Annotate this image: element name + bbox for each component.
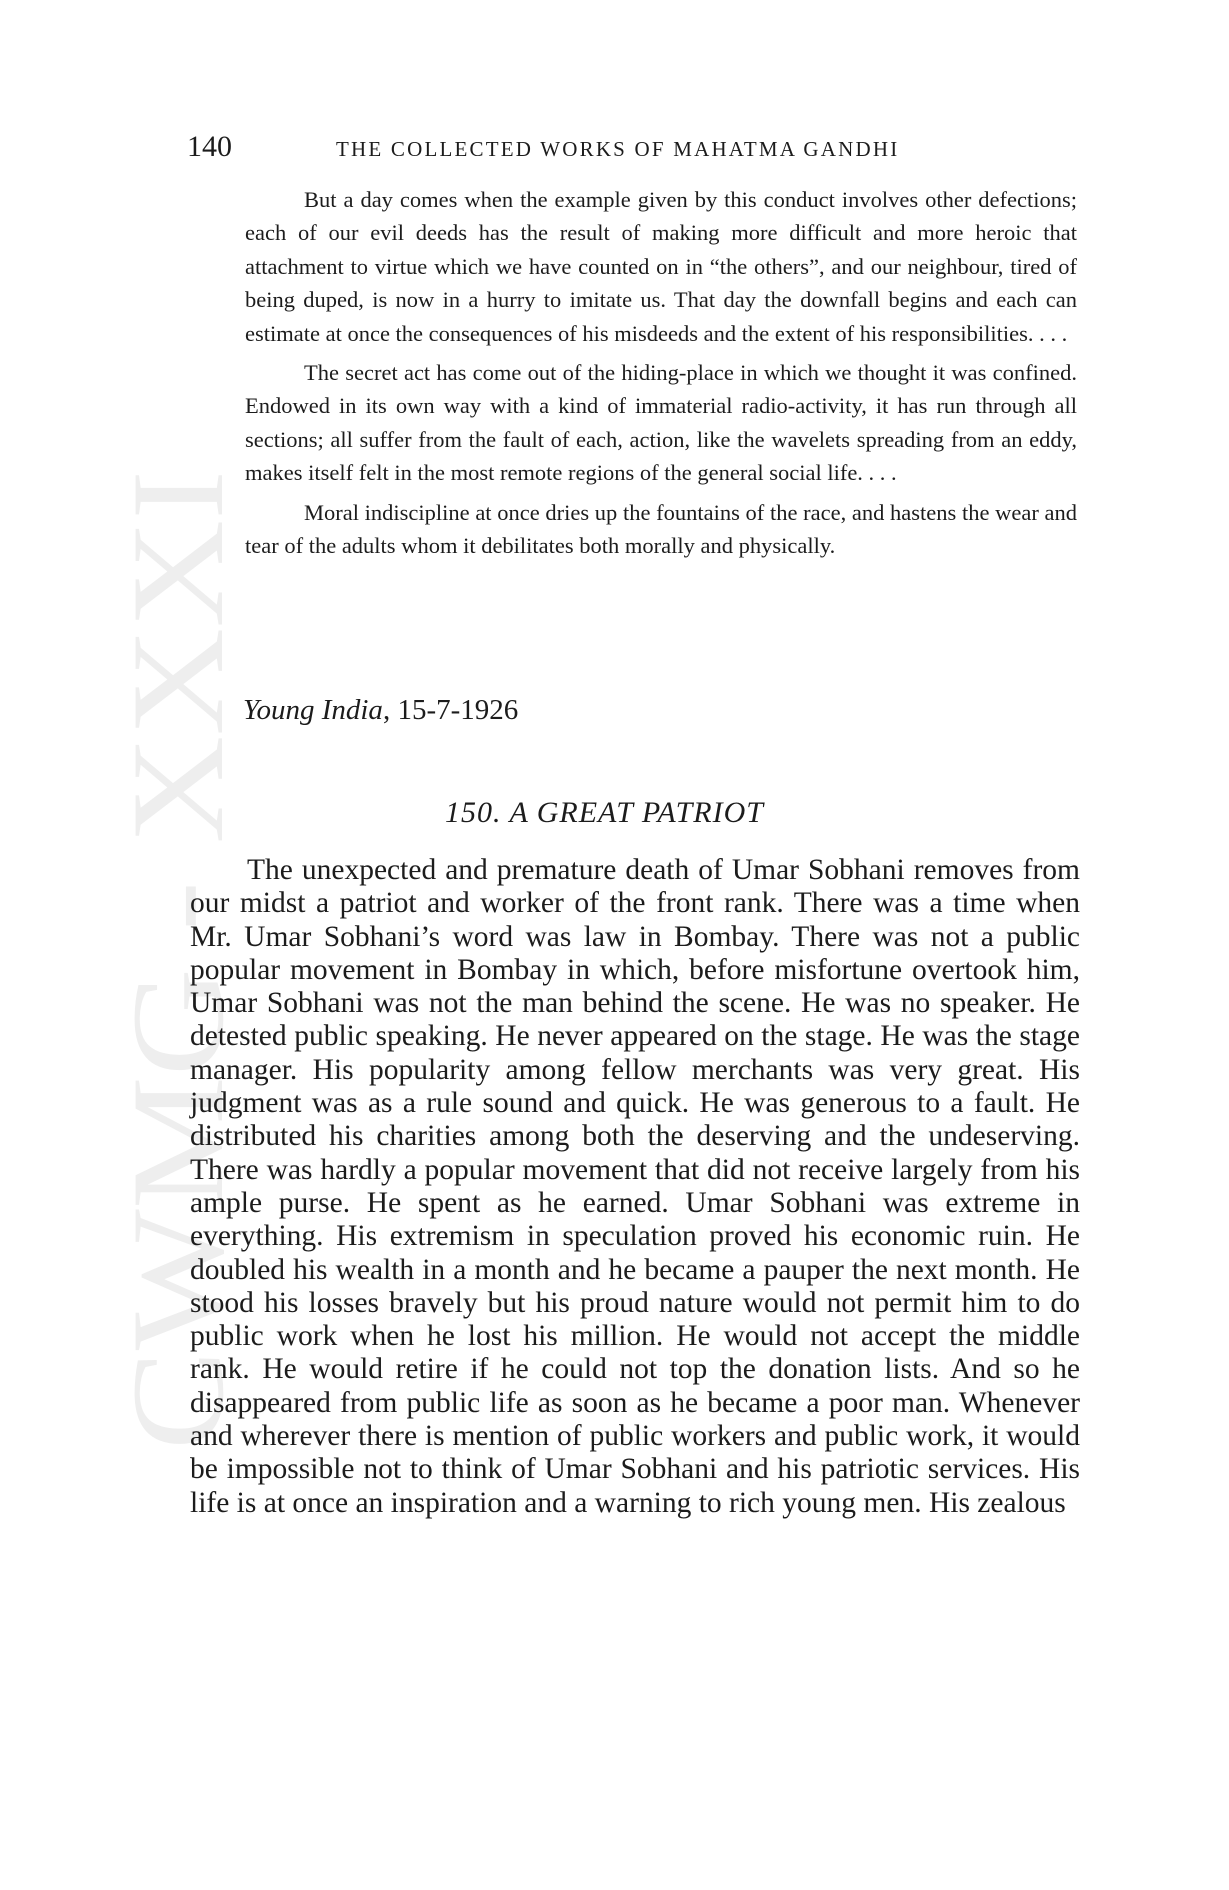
body-paragraph: The unexpected and premature death of Umar Sobhani removes from our midst a patriot and worker of the front rank. There was a time when Mr. Umar Sobhani’s word was law in Bombay. There was not a public popular movement in Bombay in which, before misfortune overtook him, Umar Sobhani was not the man behind the scene. He was no speaker. He detested public speaking. He never appeared on the stage. He was the stage manager. His popularity among fellow merchants was very great. His judgment was as a rule sound and quick. He was generous to a fault. He distributed his charities among both the deserving and the undeserving. There was hardly a popular movement that did not receive largely from his ample purse. He spent as he earned. Umar Sobhani was extreme in everything. His extremism in speculation proved his economic ruin. He doubled his wealth in a month and he became a pauper the next month. He stood his losses bravely but his proud nature would not permit him to do public work when he lost his million. He would not accept the middle rank. He would retire if he could not top the donation lists. And so he disappeared from public life as soon as he became a poor man. Whenever and wherever there is mention of public workers and public work, it would be impossible not to think of Umar Sobhani and his patriotic services. His life is at once an inspiration and a warning to rich young men. His zealous [190,854,1080,1519]
quote-paragraph: But a day comes when the example given by this conduct involves other defections; each of our evil deeds has the result of making more difficult and more heroic that attachment to virtue which we have counted on in “the others”, and our neighbour, tired of being duped, is now in a hurry to imitate us. That day the downfall begins and each can estimate at once the consequences of his misdeeds and the extent of his responsibilities. . . . [245,187,1077,346]
running-head: THE COLLECTED WORKS OF MAHATMA GANDHI [336,137,900,161]
page-header [187,130,1077,170]
quote-paragraph: The secret act has come out of the hiding-place in which we thought it was confined. Endowed in its own way with a kind of immaterial radio-activity, it has run through all sections; all suffer from the fault of each, action, like the wavelets spreading from an eddy, makes itself felt in the most remote regions of the general social life. . . . [245,360,1077,486]
source-publication: Young India [243,694,383,726]
quoted-passage [245,183,1077,568]
article-body [190,854,1080,1520]
source-citation [243,694,518,727]
article-title: 150. A GREAT PATRIOT [445,796,764,829]
page-number: 140 [187,130,232,163]
watermark-text: CWMG - XXXI [104,584,251,1450]
source-date: , 15-7-1926 [382,694,519,726]
quote-paragraph: Moral indiscipline at once dries up the fountains of the race, and hastens the wear and tear of the adults whom it debilitates both morally and physically. [245,499,1077,559]
